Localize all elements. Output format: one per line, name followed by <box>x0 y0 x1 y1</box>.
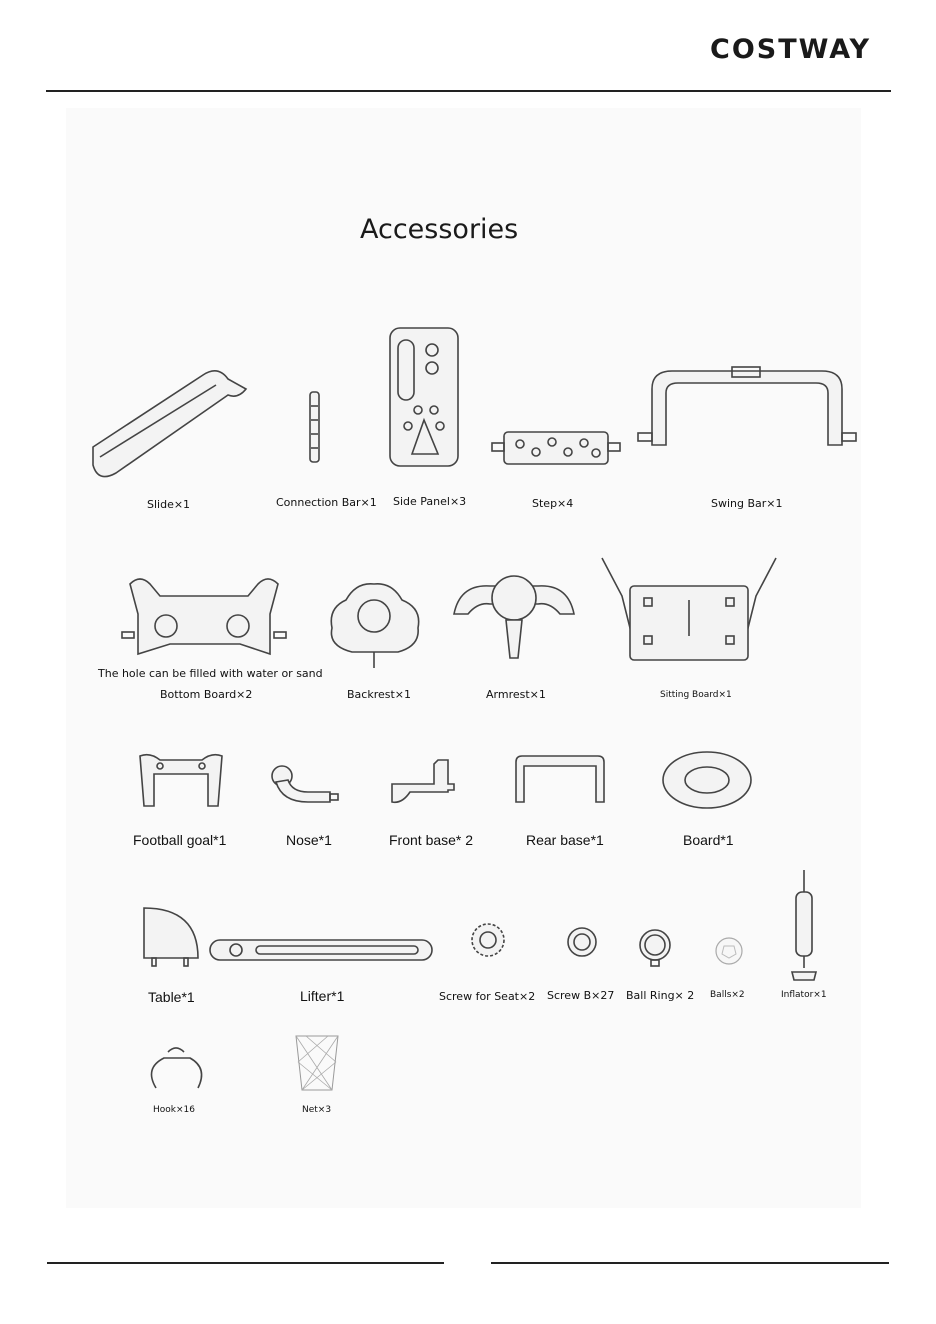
brand-logo: COSTWAY <box>710 34 872 65</box>
net-icon <box>292 1032 342 1094</box>
sitting-board-label: Sitting Board×1 <box>660 690 732 700</box>
net-label: Net×3 <box>302 1105 332 1115</box>
board-icon <box>660 750 754 810</box>
screw-for-seat-label: Screw for Seat×2 <box>439 990 536 1003</box>
connection-bar-icon <box>308 392 322 464</box>
ball-ring-label: Ball Ring× 2 <box>626 989 695 1002</box>
balls-icon <box>714 936 744 966</box>
bottom-board-note: The hole can be filled with water or sand <box>98 667 323 680</box>
lifter-icon <box>208 938 434 962</box>
swing-bar-icon <box>636 365 858 453</box>
lifter-label: Lifter*1 <box>300 988 345 1004</box>
nose-icon <box>268 764 342 808</box>
screw-b-icon <box>566 926 598 958</box>
backrest-icon <box>326 580 424 672</box>
screw-b-label: Screw B×27 <box>547 989 615 1002</box>
football-goal-label: Football goal*1 <box>133 832 227 848</box>
hook-label: Hook×16 <box>153 1105 195 1115</box>
header-rule <box>46 90 891 92</box>
table-icon <box>140 904 204 968</box>
nose-label: Nose*1 <box>286 832 332 848</box>
slide-label: Slide×1 <box>147 498 191 511</box>
step-icon <box>492 430 622 466</box>
bottom-board-label: Bottom Board×2 <box>160 688 253 701</box>
football-goal-icon <box>136 752 226 810</box>
sitting-board-icon <box>598 556 780 664</box>
side-panel-label: Side Panel×3 <box>393 495 467 508</box>
ball-ring-icon <box>638 928 672 968</box>
front-base-label: Front base* 2 <box>389 832 474 848</box>
screw-for-seat-icon <box>470 922 506 958</box>
table-label: Table*1 <box>148 989 195 1005</box>
footer-rule-right <box>491 1262 889 1264</box>
front-base-icon <box>388 758 464 808</box>
board-label: Board*1 <box>683 832 734 848</box>
hook-icon <box>146 1046 208 1092</box>
page-title: Accessories <box>360 214 519 245</box>
side-panel-icon <box>388 326 460 468</box>
slide-icon <box>88 365 253 485</box>
footer-rule-left <box>47 1262 444 1264</box>
bottom-board-icon <box>120 574 288 666</box>
connection-bar-label: Connection Bar×1 <box>276 496 377 509</box>
rear-base-label: Rear base*1 <box>526 832 604 848</box>
armrest-label: Armrest×1 <box>486 688 546 701</box>
inflator-icon <box>788 868 820 984</box>
swing-bar-label: Swing Bar×1 <box>711 497 783 510</box>
backrest-label: Backrest×1 <box>347 688 412 701</box>
armrest-icon <box>450 572 578 670</box>
step-label: Step×4 <box>532 497 574 510</box>
inflator-label: Inflator×1 <box>781 990 827 1000</box>
rear-base-icon <box>512 754 608 810</box>
balls-label: Balls×2 <box>710 990 745 1000</box>
